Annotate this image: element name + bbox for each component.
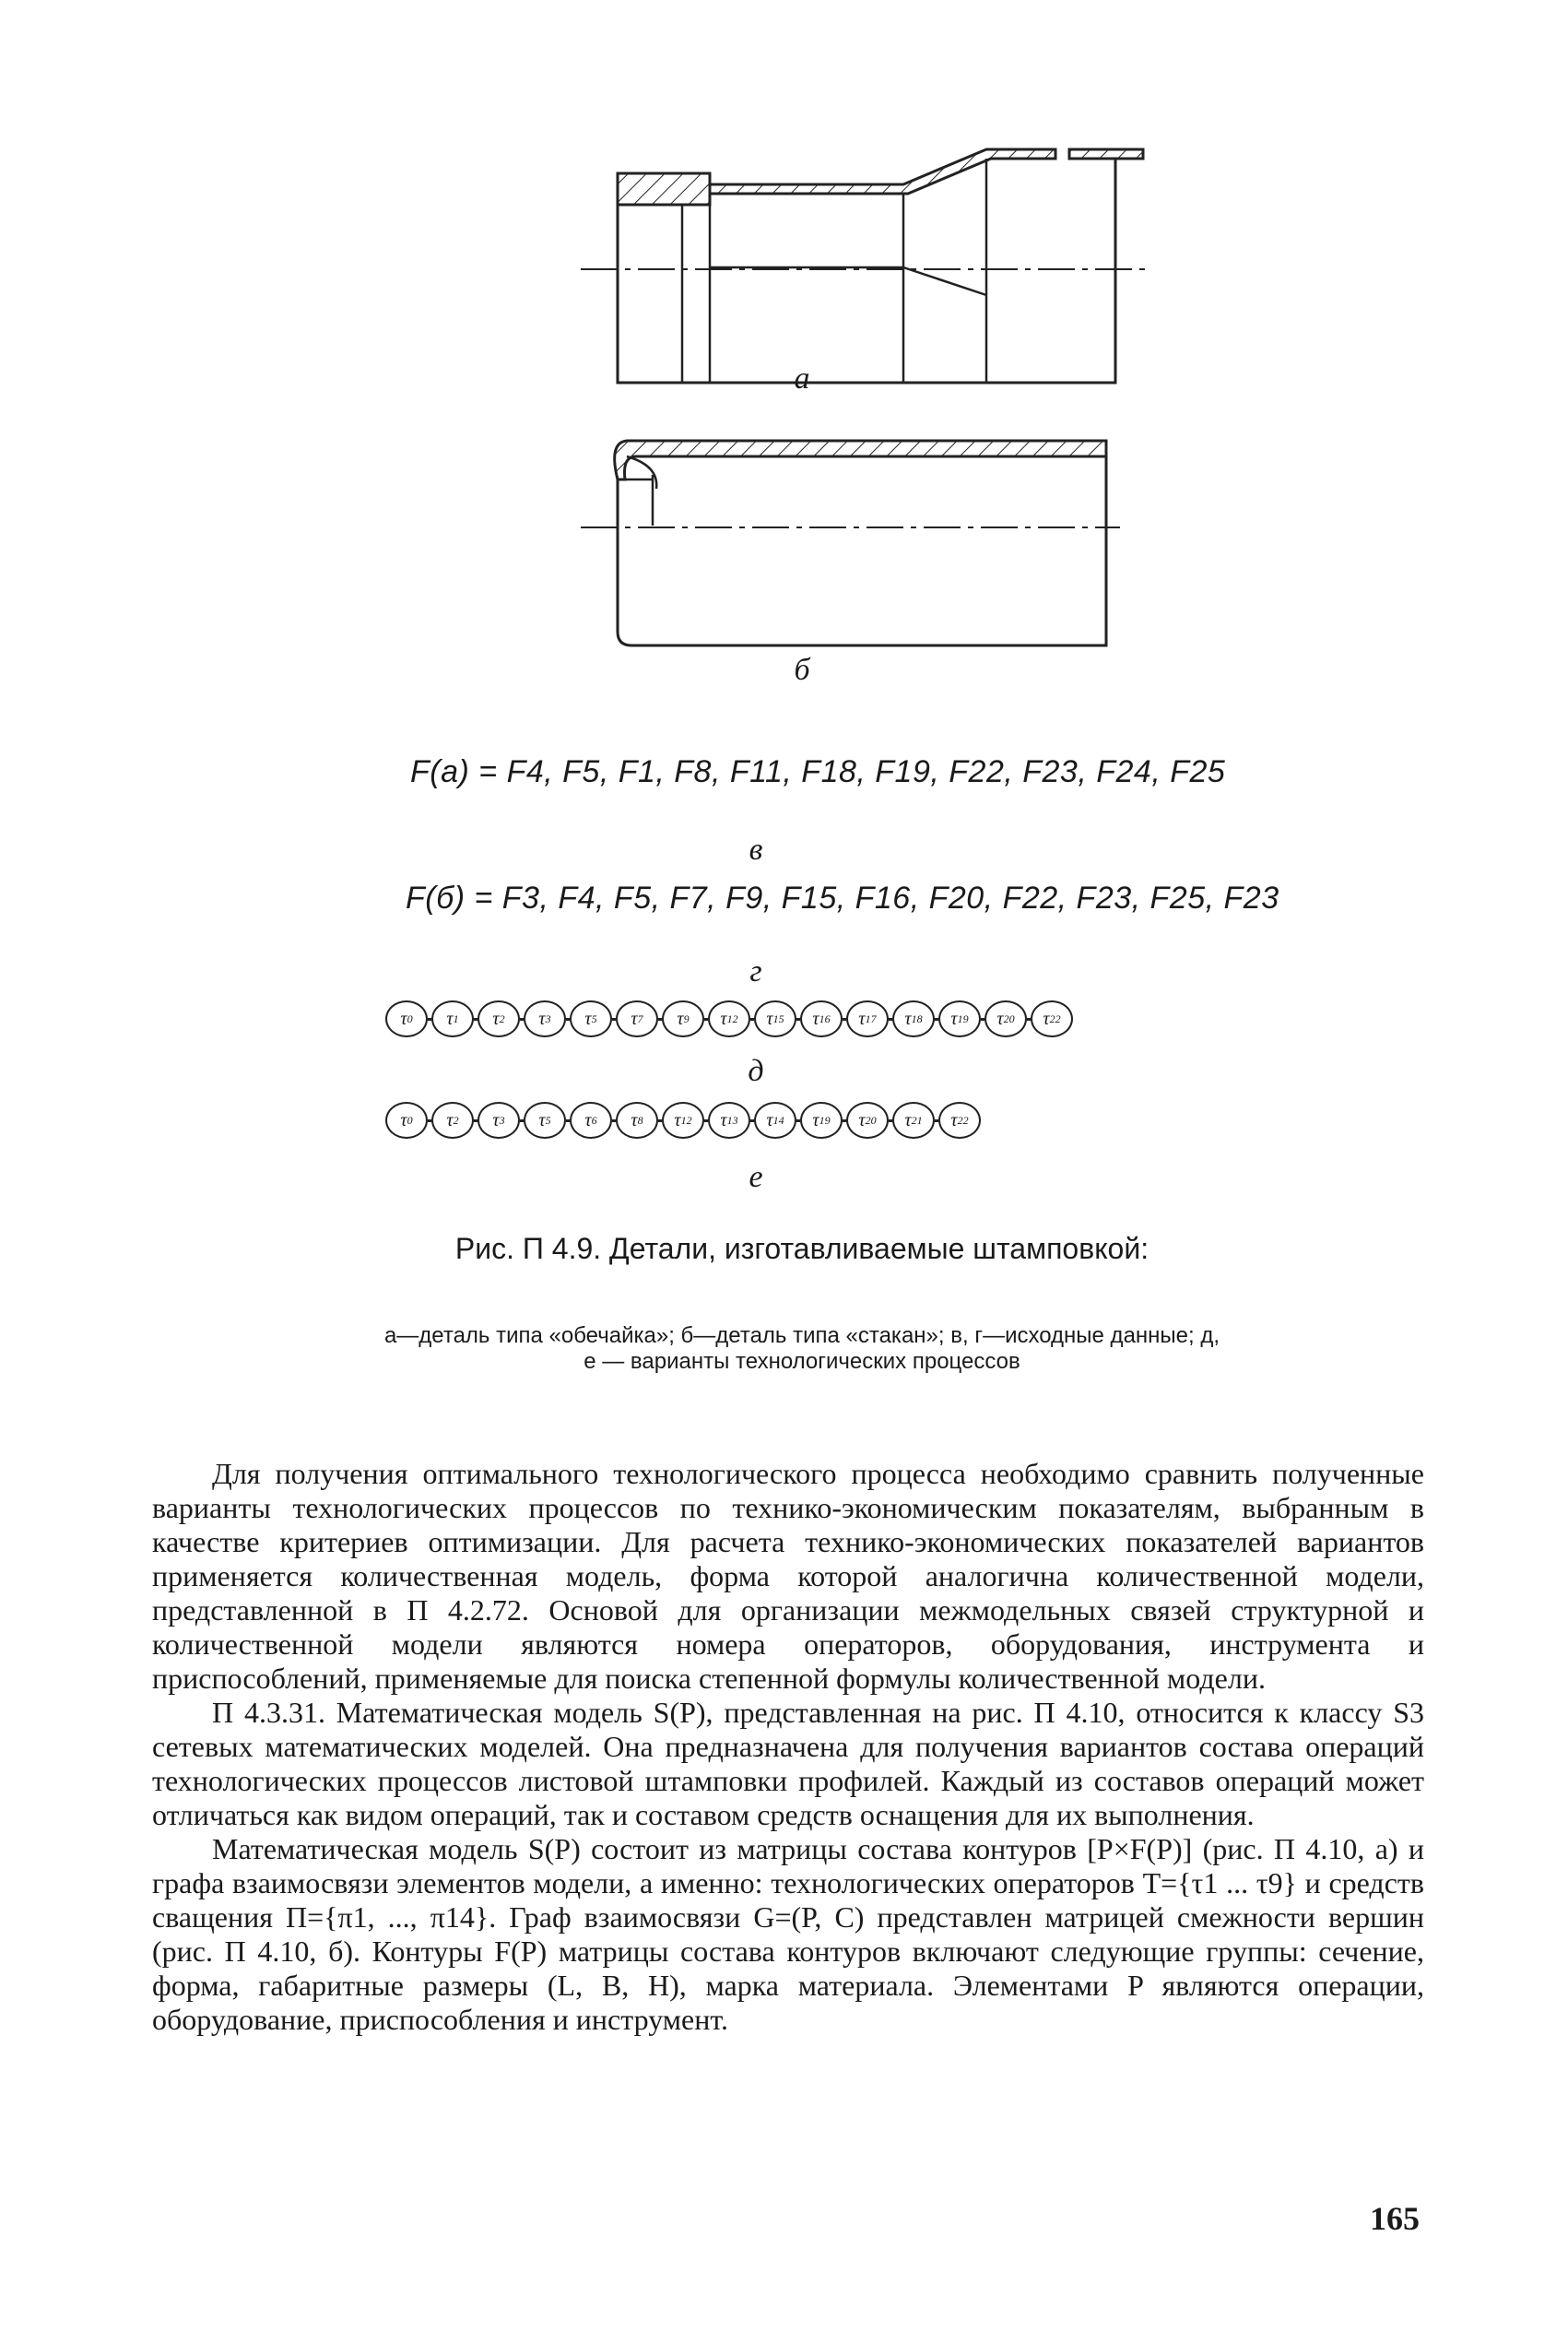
operator-node: τ 14	[754, 1102, 796, 1139]
operator-node: τ 7	[616, 1000, 658, 1037]
operator-node: τ 2	[477, 1000, 520, 1037]
operator-node: τ 20	[846, 1102, 889, 1139]
formula-v: F(a) = F4, F5, F1, F8, F11, F18, F19, F22, F23, F24, F25	[410, 754, 1226, 789]
chain-d	[385, 1000, 1073, 1037]
operator-node: τ 12	[662, 1102, 704, 1139]
chain-e	[385, 1102, 981, 1139]
paragraph: П 4.3.31. Математическая модель S(P), представленная на рис. П 4.10, относится к классу S3 сетевых математических моделей. Она предназначена для получения вариантов состава операций технологических процессов листовой штамповки профилей. Каждый из составов операций может отличаться как видом операций, так и составом средств оснащения для их выполнения.	[152, 1696, 1424, 1831]
operator-node: τ 0	[385, 1102, 428, 1139]
operator-node: τ 22	[1031, 1000, 1073, 1037]
operator-node: τ 3	[524, 1000, 566, 1037]
operator-node: τ 5	[570, 1000, 612, 1037]
operator-node: τ 8	[616, 1102, 658, 1139]
operator-node: τ 0	[385, 1000, 428, 1037]
label-e: е	[749, 1160, 763, 1194]
operator-node: τ 3	[477, 1102, 520, 1139]
operator-node: τ 15	[754, 1000, 796, 1037]
operator-node: τ 21	[892, 1102, 935, 1139]
figure-caption-note: а—деталь типа «обечайка»; б—деталь типа «стакан»; в, г—исходные данные; д, е — варианты технологических процессов	[383, 1323, 1220, 1374]
label-v: в	[749, 833, 763, 867]
operator-node: τ 12	[708, 1000, 750, 1037]
paragraph: Для получения оптимального технологического процесса необходимо сравнить полученные варианты технологических процессов по технико-экономическим показателям, выбранным в качестве критериев оптимизации. Для расчета технико-экономических показателей вариантов применяется количественная модель, форма которой аналогична количественной модели, представленной в П 4.2.72. Основой для организации межмодельных связей структурной и количественной модели являются номера операторов, оборудования, инструмента и приспособлений, применяемые для поиска степенной формулы количественной модели.	[152, 1457, 1424, 1695]
label-b: б	[794, 653, 810, 687]
formula-g: F(б) = F3, F4, F5, F7, F9, F15, F16, F20, F22, F23, F25, F23	[406, 881, 1279, 916]
operator-node: τ 18	[892, 1000, 935, 1037]
operator-node: τ 19	[800, 1102, 843, 1139]
operator-node: τ 16	[800, 1000, 843, 1037]
drawing-a	[572, 138, 1161, 396]
operator-node: τ 5	[524, 1102, 566, 1139]
operator-node: τ 19	[938, 1000, 981, 1037]
wall-section	[615, 441, 1106, 479]
page-number: 165	[1370, 2200, 1420, 2237]
operator-node: τ 1	[431, 1000, 474, 1037]
body-text	[152, 1457, 1424, 2037]
label-g: г	[749, 954, 762, 988]
operator-node: τ 22	[938, 1102, 981, 1139]
drawing-b	[572, 424, 1125, 655]
label-d: д	[748, 1054, 764, 1088]
operator-node: τ 20	[984, 1000, 1027, 1037]
wall-section	[618, 173, 710, 205]
paragraph: Математическая модель S(P) состоит из матрицы состава контуров [P×F(P)] (рис. П 4.10, а) и графа взаимосвязи элементов модели, а именно: технологических операторов T={τ1 ... τ9} и средств сващения П={π1, ..., π14}. Граф взаимосвязи G=(P, C) представлен матрицей смежности вершин (рис. П 4.10, б). Контуры F(P) матрицы состава контуров включают следующие группы: сечение, форма, габаритные размеры (L, B, H), марка материала. Элементами P являются операции, оборудование, приспособления и инструмент.	[152, 1832, 1424, 2036]
operator-node: τ 9	[662, 1000, 704, 1037]
label-a: а	[794, 361, 810, 396]
figure-caption-title: Рис. П 4.9. Детали, изготавливаемые штамповкой:	[454, 1232, 1149, 1265]
wall-section	[710, 149, 1055, 194]
operator-node: τ 13	[708, 1102, 750, 1139]
operator-node: τ 6	[570, 1102, 612, 1139]
operator-node: τ 2	[431, 1102, 474, 1139]
wall-section	[1069, 149, 1143, 159]
operator-node: τ 17	[846, 1000, 889, 1037]
